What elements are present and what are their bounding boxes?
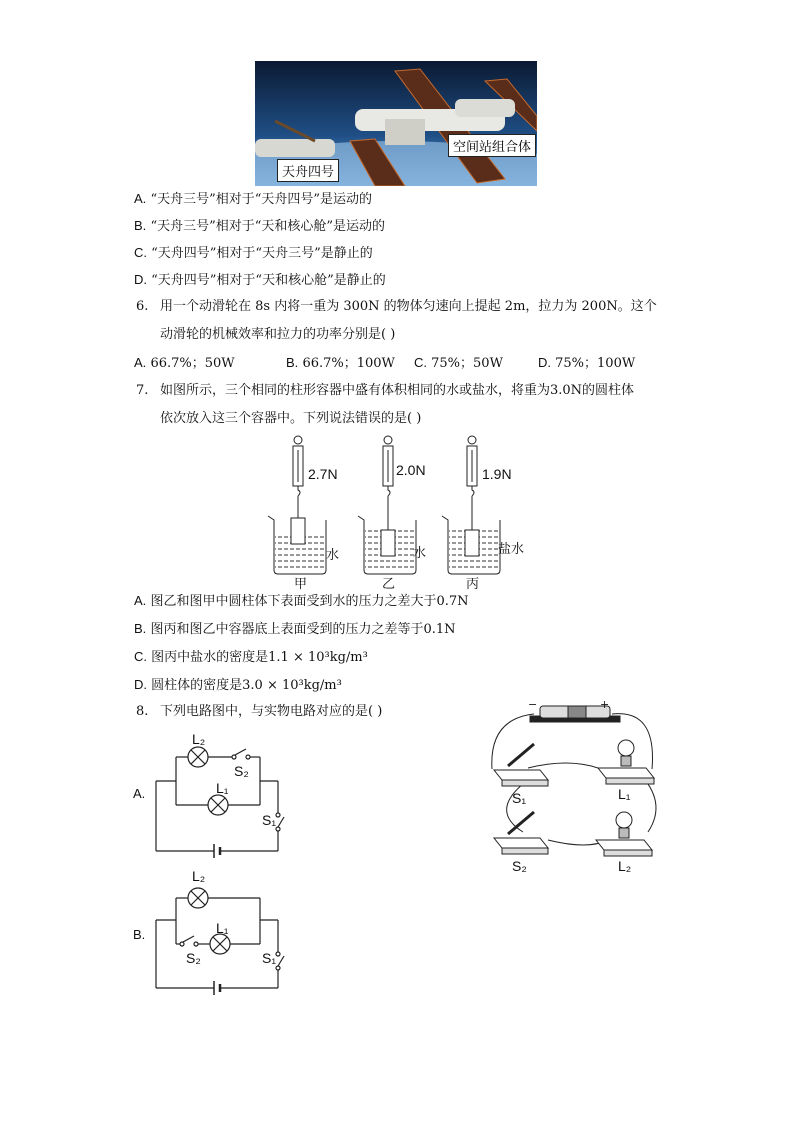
photo-label-tianzhou4: 天舟四号 bbox=[277, 159, 339, 182]
physical-l2-label: L₂ bbox=[618, 858, 632, 874]
q7-stem-line1: 如图所示，三个相同的柱形容器中盛有体积相同的水或盐水，将重为3.0N的圆柱体 bbox=[160, 383, 635, 398]
battery-plus-label: + bbox=[600, 698, 610, 711]
photo-label-station: 空间站组合体 bbox=[448, 134, 536, 157]
q6-number: 6. bbox=[136, 299, 149, 314]
q6-stem-line2: 动滑轮的机械效率和拉力的功率分别是( ) bbox=[160, 327, 396, 342]
beaker-3 bbox=[442, 516, 500, 574]
q6-option-b: B. 66.7%；100W bbox=[286, 355, 395, 371]
physical-s2-label: S₂ bbox=[512, 858, 527, 874]
circuit-a-l1: L₁ bbox=[216, 780, 229, 796]
q7-option-d: D. 圆柱体的密度是3.0 × 10³kg/m³ bbox=[134, 677, 342, 693]
scale-1 bbox=[293, 436, 303, 518]
liquid-label-2: 水 bbox=[413, 546, 427, 561]
q5-option-c: C. “天舟四号”相对于“天舟三号”是静止的 bbox=[134, 245, 373, 261]
q5-option-b: B. “天舟三号”相对于“天和核心舱”是运动的 bbox=[134, 218, 386, 234]
battery-minus-label: − bbox=[528, 698, 538, 711]
physical-l1-label: L₁ bbox=[618, 786, 631, 802]
circuit-b-l2: L₂ bbox=[192, 868, 206, 884]
q5-option-a: A. “天舟三号”相对于“天舟四号”是运动的 bbox=[134, 191, 373, 207]
circuit-a-l2: L₂ bbox=[192, 731, 206, 747]
circuit-b-s1: S₁ bbox=[262, 950, 277, 966]
beaker-2 bbox=[358, 516, 416, 574]
q7-figure bbox=[260, 432, 540, 592]
q8-number: 8. bbox=[136, 704, 149, 719]
circuit-b-s2: S₂ bbox=[186, 950, 201, 966]
q6-stem-line1: 用一个动滑轮在 8s 内将一重为 300N 的物体匀速向上提起 2m，拉力为 200N。这个 bbox=[160, 299, 657, 314]
liquid-label-3: 盐水 bbox=[498, 542, 525, 557]
q6-option-d: D. 75%；100W bbox=[538, 355, 636, 371]
circuit-a-s1: S₁ bbox=[262, 812, 277, 828]
q7-number: 7. bbox=[136, 383, 149, 398]
q7-option-a: A. 图乙和图甲中圆柱体下表面受到水的压力之差大于0.7N bbox=[134, 593, 469, 609]
scale-3 bbox=[467, 436, 477, 530]
q7-stem-line2: 依次放入这三个容器中。下列说法错误的是( ) bbox=[160, 411, 422, 426]
scale-2 bbox=[383, 436, 393, 530]
liquid-label-1: 水 bbox=[326, 548, 340, 563]
physical-s1-label: S₁ bbox=[512, 790, 527, 806]
scale-reading-1: 2.7N bbox=[308, 466, 338, 482]
q8-option-a-label: A. bbox=[133, 786, 146, 801]
beaker-1 bbox=[268, 516, 326, 574]
physical-circuit bbox=[488, 700, 688, 875]
q8-option-b-label: B. bbox=[133, 927, 146, 942]
circuit-b-l1: L₁ bbox=[216, 920, 229, 936]
caption-bing: 丙 bbox=[466, 577, 480, 592]
space-station-photo bbox=[255, 61, 537, 186]
q7-option-b: B. 图丙和图乙中容器底上表面受到的压力之差等于0.1N bbox=[134, 621, 456, 637]
caption-jia: 甲 bbox=[294, 577, 308, 592]
q7-option-c: C. 图丙中盐水的密度是1.1 × 10³kg/m³ bbox=[134, 649, 368, 665]
caption-yi: 乙 bbox=[382, 577, 396, 592]
q6-option-c: C. 75%；50W bbox=[414, 355, 503, 371]
scale-reading-2: 2.0N bbox=[396, 462, 426, 478]
circuit-a-s2: S₂ bbox=[234, 763, 249, 779]
q5-option-d: D. “天舟四号”相对于“天和核心舱”是静止的 bbox=[134, 272, 386, 288]
scale-reading-3: 1.9N bbox=[482, 466, 512, 482]
q8-stem: 下列电路图中，与实物电路对应的是( ) bbox=[160, 704, 383, 719]
q6-option-a: A. 66.7%；50W bbox=[134, 355, 235, 371]
